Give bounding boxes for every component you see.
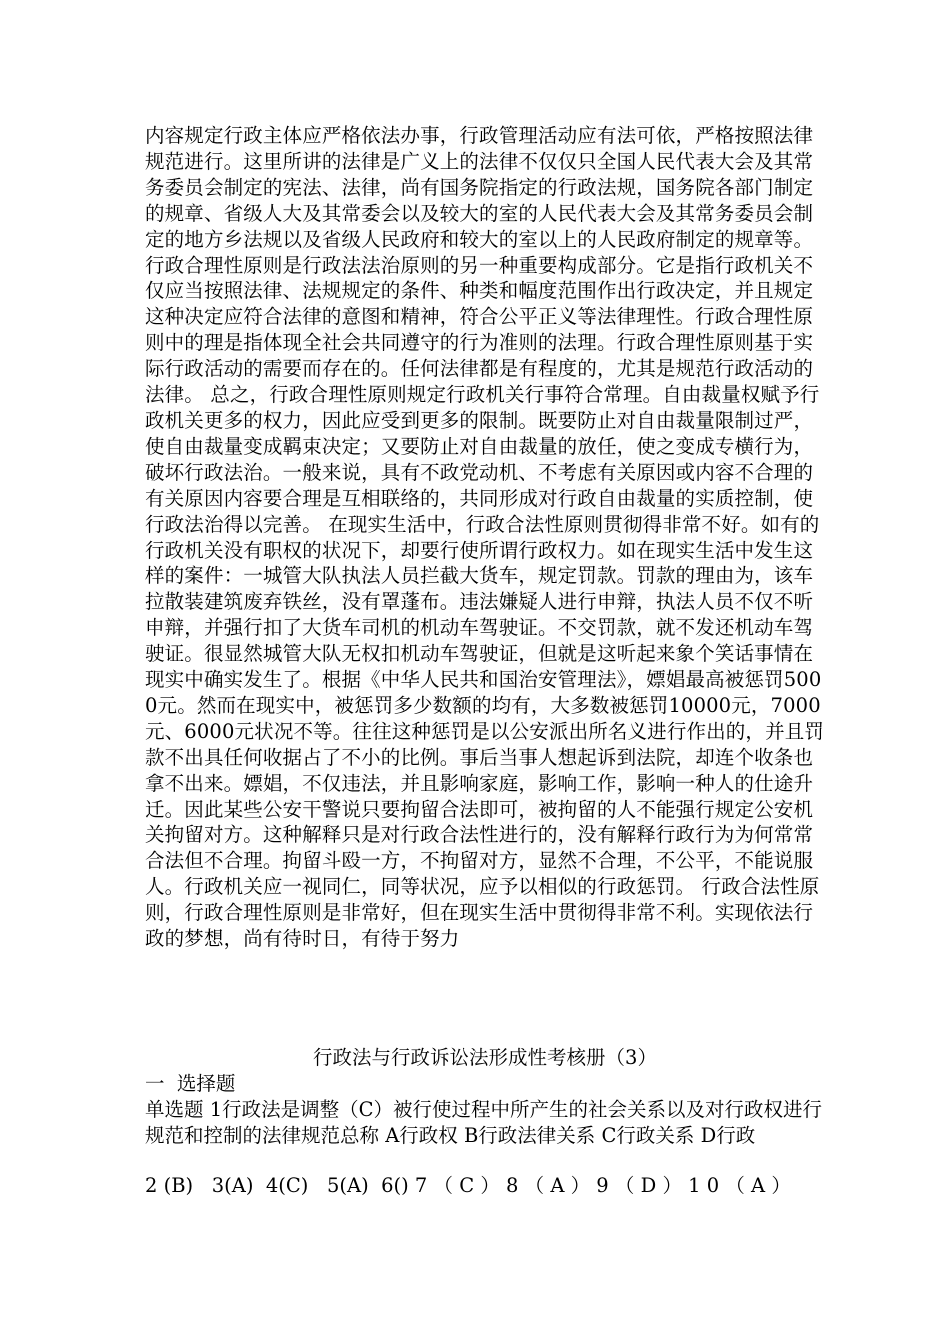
body-paragraph: 内容规定行政主体应严格依法办事，行政管理活动应有法可依，严格按照法律规范进行。这里所讲的法律是广义上的法律不仅仅只全国人民代表大会及其常务委员会制定的宪法、法律，尚有国务院指定的行政法规，国务院各部门制定的规章、省级人大及其常委会以及较大的室的人民代表大会及其常务委员会制定的地方乡法规以及省级人民政府和较大的室以上的人民政府制定的规章等。 行政合理性原则是行政法法治原则的另一种重要构成部分。它是指行政机关不仅应当按照法律、法规规定的条件、种类和幅度范围作出行政决定，并且规定这种决定应符合法律的意图和精神，符合公平正义等法律理性。行政合理性原则中的理是指体现全社会共同遵守的行为准则的法理。行政合理性原则基于实际行政活动的需要而存在的。任何法律都是有程度的，尤其是规范行政活动的法律。 总之，行政合理性原则规定行政机关行事符合常理。自由裁量权赋予行政机关更多的权力，因此应受到更多的限制。既要防止对自由裁量限制过严，使自由裁量变成羁束决定；又要防止对自由裁量的放任，使之变成专横行为，破坏行政法治。一般来说，具有不政党动机、不考虑有关原因或内容不合理的有关原因内容要合理是互相联络的，共同形成对行政自由裁量的实质控制，使行政法治得以完善。 在现实生活中，行政合法性原则贯彻得非常不好。如有的行政机关没有职权的状况下，却要行使所谓行政权力。如在现实生活中发生这样的案件：一城管大队执法人员拦截大货车，规定罚款。罚款的理由为，该车拉散装建筑废弃铁丝，没有罩蓬布。违法嫌疑人进行申辩，执法人员不仅不听申辩，并强行扣了大货车司机的机动车驾驶证。不交罚款，就不发还机动车驾驶证。很显然城管大队无权扣机动车驾驶证，但就是这听起来象个笑话事情在现实中确实发生了。根据《中华人民共和国治安管理法》，嫖娼最高被惩罚5000元。然而在现实中，被惩罚多少数额的均有，大多数被惩罚10000元，7000元、6000元状况不等。往往这种惩罚是以公安派出所名义进行作出的，并且罚款不出具任何收据占了不小的比例。事后当事人想起诉到法院，却连个收条也拿不出来。嫖娼，不仅违法，并且影响家庭，影响工作，影响一种人的仕途升迁。因此某些公安干警说只要拘留合法即可，被拘留的人不能强行规定公安机关拘留对方。这种解释只是对行政合法性进行的，没有解释行政行为为何常常合法但不合理。拘留斗殴一方，不拘留对方，显然不合理，不公平，不能说服人。行政机关应一视同仁，同等状况，应予以相似的行政惩罚。 行政合法性原则，行政合理性原则是非常好，但在现实生活中贯彻得非常不利。实现依法行政的梦想，尚有待时日，有待于努力 — [145, 124, 825, 951]
question-1: 单选题 1行政法是调整（C）被行使过程中所产生的社会关系以及对行政权进行规范和控制的法律规范总称 A行政权 B行政法律关系 C行政关系 D行政 — [145, 1098, 823, 1147]
section-heading: 一 选择题 — [145, 1072, 236, 1095]
answers-line: 2 (B) 3(A) 4(C) 5(A) 6() 7 （ C ） 8 （ A ） 9 （ D ） 1 0 （ A ） — [145, 1174, 791, 1197]
section-subtitle: 行政法与行政诉讼法形成性考核册（3） — [313, 1046, 657, 1069]
